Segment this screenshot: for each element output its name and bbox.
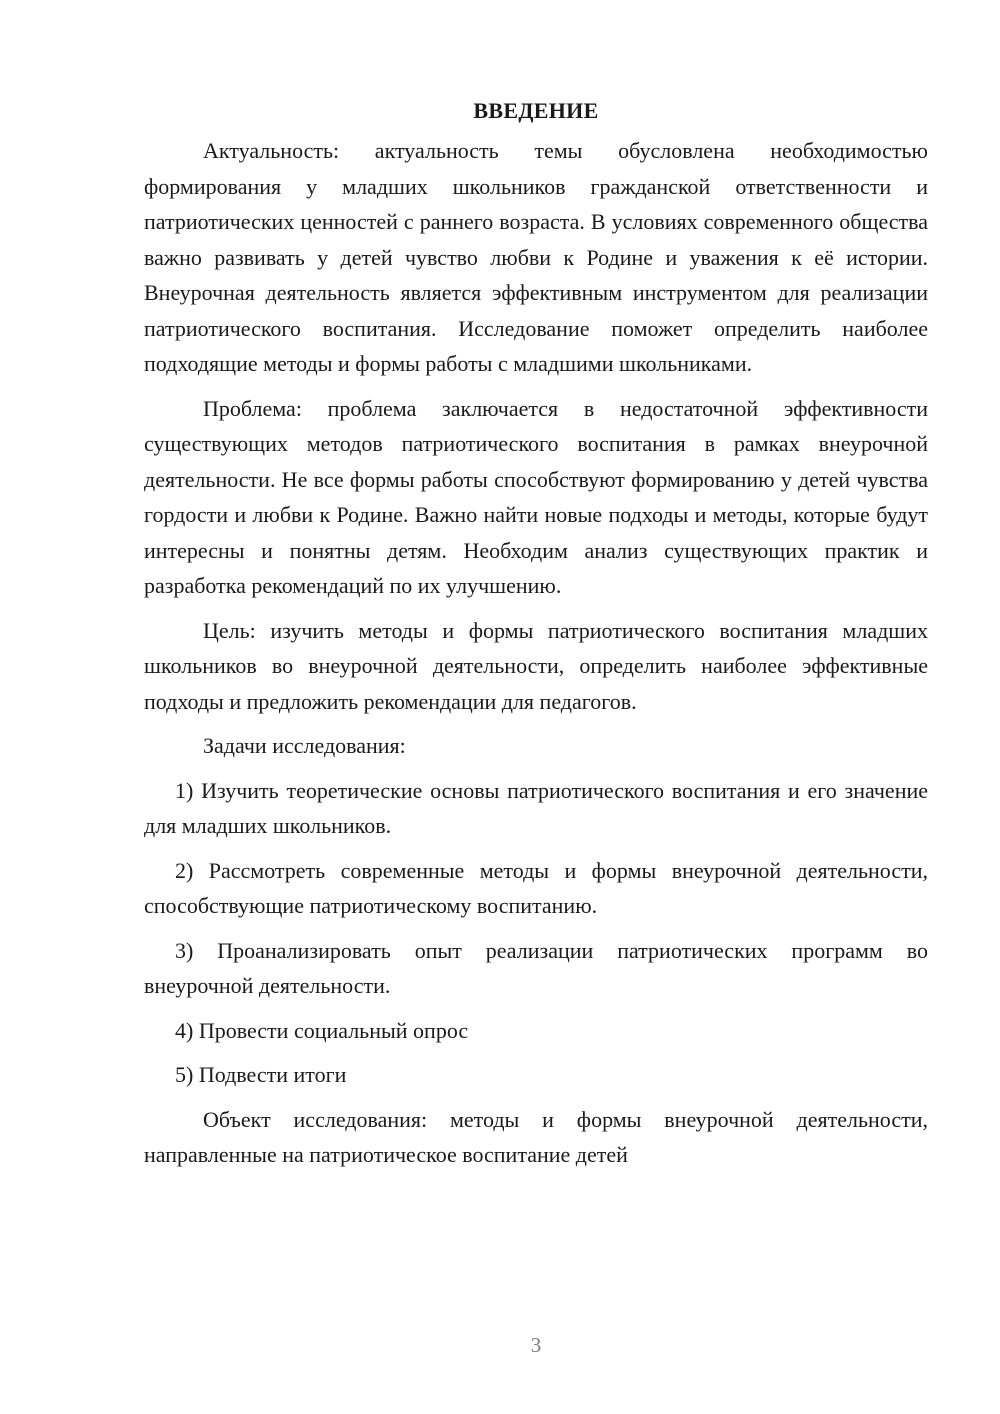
task-item-2: 2) Рассмотреть современные методы и формы внеурочной деятельности, способствующие патриотическому воспитанию. xyxy=(144,857,928,918)
task-item-1: 1) Изучить теоретические основы патриотического воспитания и его значение для младших школьников. xyxy=(144,777,928,838)
task-item-5: 5) Подвести итоги xyxy=(175,1062,347,1087)
problem-paragraph: Проблема: проблема заключается в недостаточной эффективности существующих методов патриотического воспитания в рамках внеурочной деятельности. Не все формы работы способствуют формированию у детей чувства гордости и любви к Родине. Важно найти новые подходы и методы, которые будут интересны и понятны детям. Необходим анализ существующих практик и разработка рекомендаций по их улучшению. xyxy=(144,395,928,598)
goal-paragraph: Цель: изучить методы и формы патриотического воспитания младших школьников во внеурочной деятельности, определить наиболее эффективные подходы и предложить рекомендации для педагогов. xyxy=(144,617,928,714)
page-number: 3 xyxy=(530,1333,542,1357)
relevance-paragraph: Актуальность: актуальность темы обусловлена необходимостью формирования у младших школьников гражданской ответственности и патриотических ценностей с раннего возраста. В условиях современного общества важно развивать у детей чувство любви к Родине и уважения к её истории. Внеурочная деятельность является эффективным инструментом для реализации патриотического воспитания. Исследование поможет определить наиболее подходящие методы и формы работы с младшими школьниками. xyxy=(144,138,928,376)
task-item-4: 4) Провести социальный опрос xyxy=(175,1017,469,1043)
page-content xyxy=(144,93,928,1182)
section-heading: ВВЕДЕНИЕ xyxy=(473,98,599,123)
object-paragraph: Объект исследования: методы и формы внеурочной деятельности, направленные на патриотическое воспитание детей xyxy=(144,1106,928,1167)
task-item-3: 3) Проанализировать опыт реализации патриотических программ во внеурочной деятельности. xyxy=(144,937,928,998)
tasks-heading: Задачи исследования: xyxy=(203,733,406,758)
